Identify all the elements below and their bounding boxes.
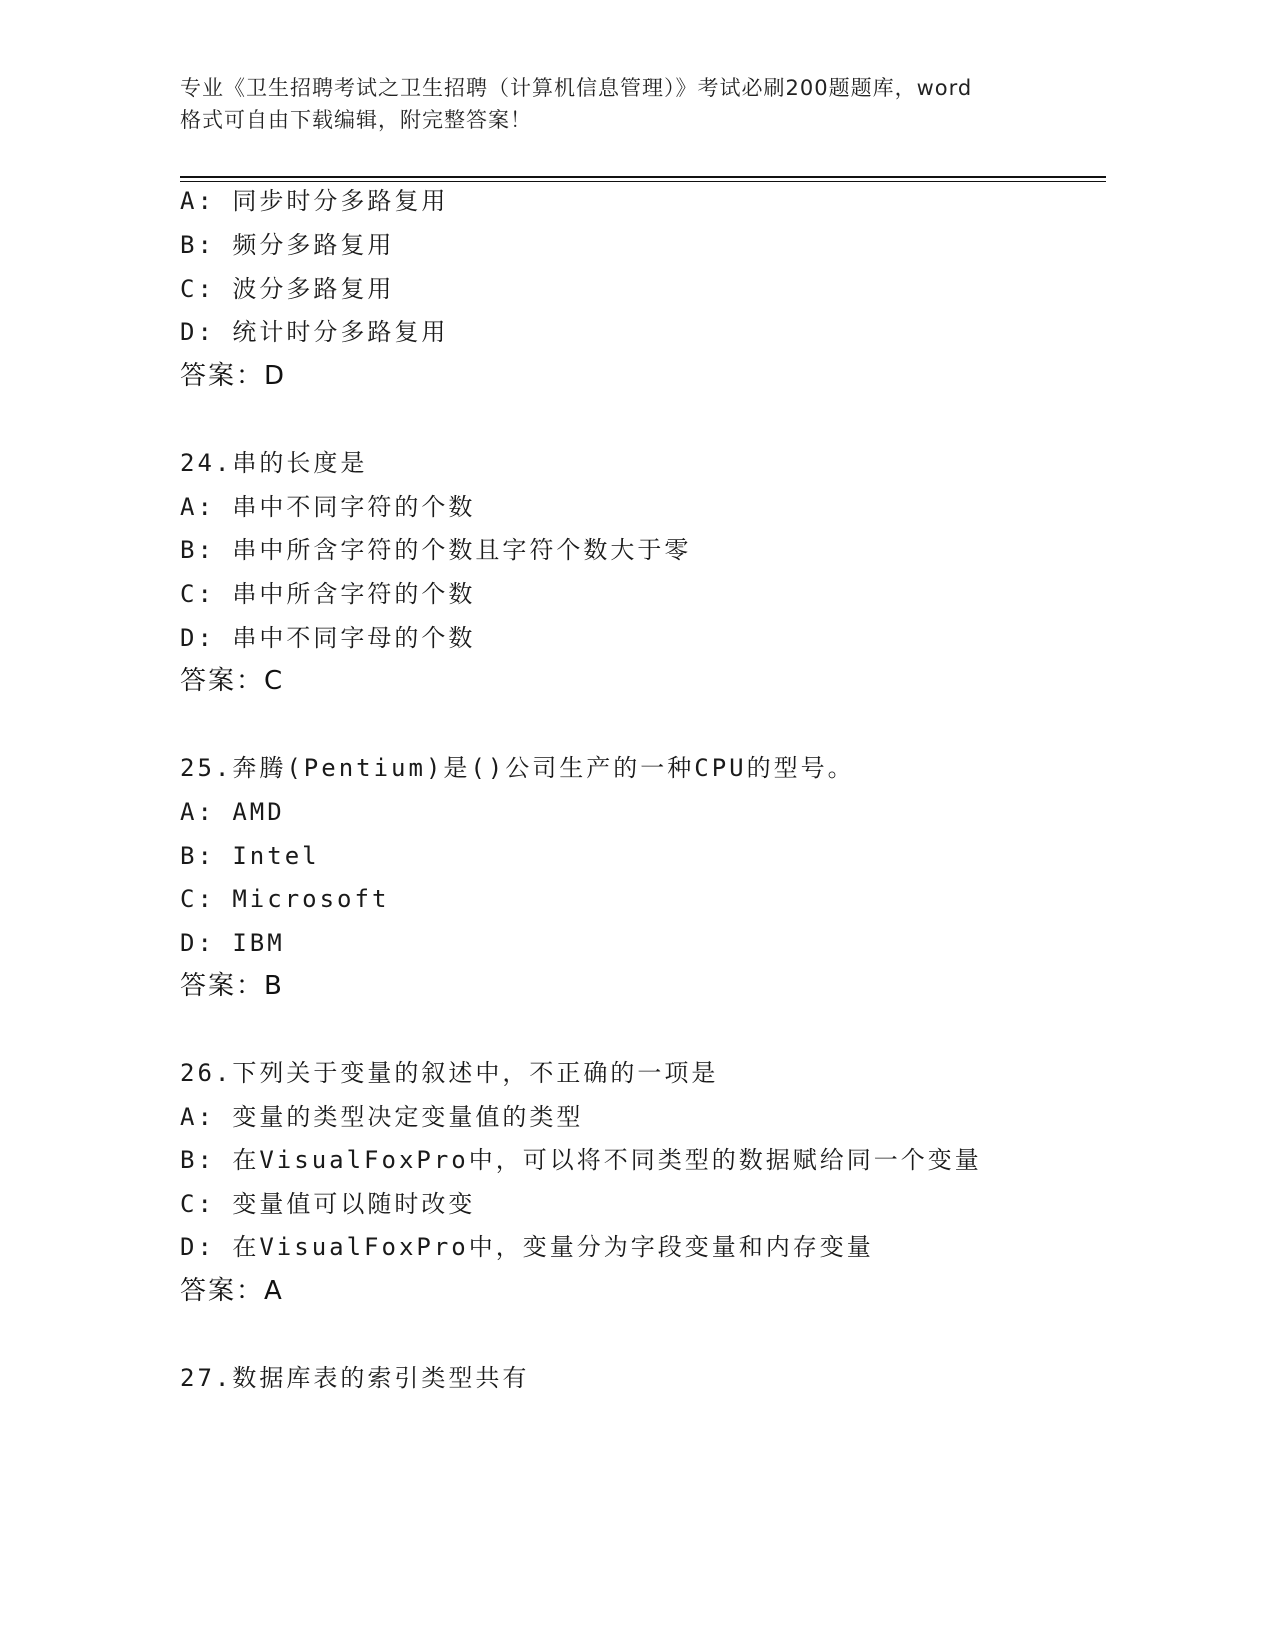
header-line-1: 专业《卫生招聘考试之卫生招聘（计算机信息管理）》考试必刷200题题库，word xyxy=(180,76,973,100)
option-a: A: 变量的类型决定变量值的类型 xyxy=(180,1103,584,1131)
option-d: D: 统计时分多路复用 xyxy=(180,318,449,346)
option-b: B: 串中所含字符的个数且字符个数大于零 xyxy=(180,536,692,564)
option-d: D: IBM xyxy=(180,929,285,957)
option-c: C: 变量值可以随时改变 xyxy=(180,1190,476,1218)
option-d: D: 在VisualFoxPro中，变量分为字段变量和内存变量 xyxy=(180,1233,874,1261)
answer-label: 答案：A xyxy=(180,1276,284,1306)
option-b: B: Intel xyxy=(180,842,320,870)
option-a: A: 同步时分多路复用 xyxy=(180,187,449,215)
question-stem: 27.数据库表的索引类型共有 xyxy=(180,1364,530,1392)
document-header xyxy=(180,72,1070,136)
option-b: B: 在VisualFoxPro中，可以将不同类型的数据赋给同一个变量 xyxy=(180,1146,982,1174)
header-divider-thick xyxy=(180,176,1106,178)
question-stem: 24.串的长度是 xyxy=(180,449,368,477)
option-b: B: 频分多路复用 xyxy=(180,231,395,259)
option-c: C: 串中所含字符的个数 xyxy=(180,580,476,608)
option-d: D: 串中不同字母的个数 xyxy=(180,624,476,652)
header-divider-thin xyxy=(180,181,1106,182)
option-c: C: Microsoft xyxy=(180,885,390,913)
header-line-2: 格式可自由下载编辑，附完整答案！ xyxy=(180,108,532,132)
question-stem: 25.奔腾(Pentium)是()公司生产的一种CPU的型号。 xyxy=(180,754,855,782)
answer-label: 答案：B xyxy=(180,971,284,1001)
answer-label: 答案：C xyxy=(180,666,285,696)
question-stem: 26.下列关于变量的叙述中，不正确的一项是 xyxy=(180,1059,719,1087)
option-a: A: 串中不同字符的个数 xyxy=(180,493,476,521)
answer-label: 答案：D xyxy=(180,361,287,391)
option-a: A: AMD xyxy=(180,798,285,826)
option-c: C: 波分多路复用 xyxy=(180,275,395,303)
